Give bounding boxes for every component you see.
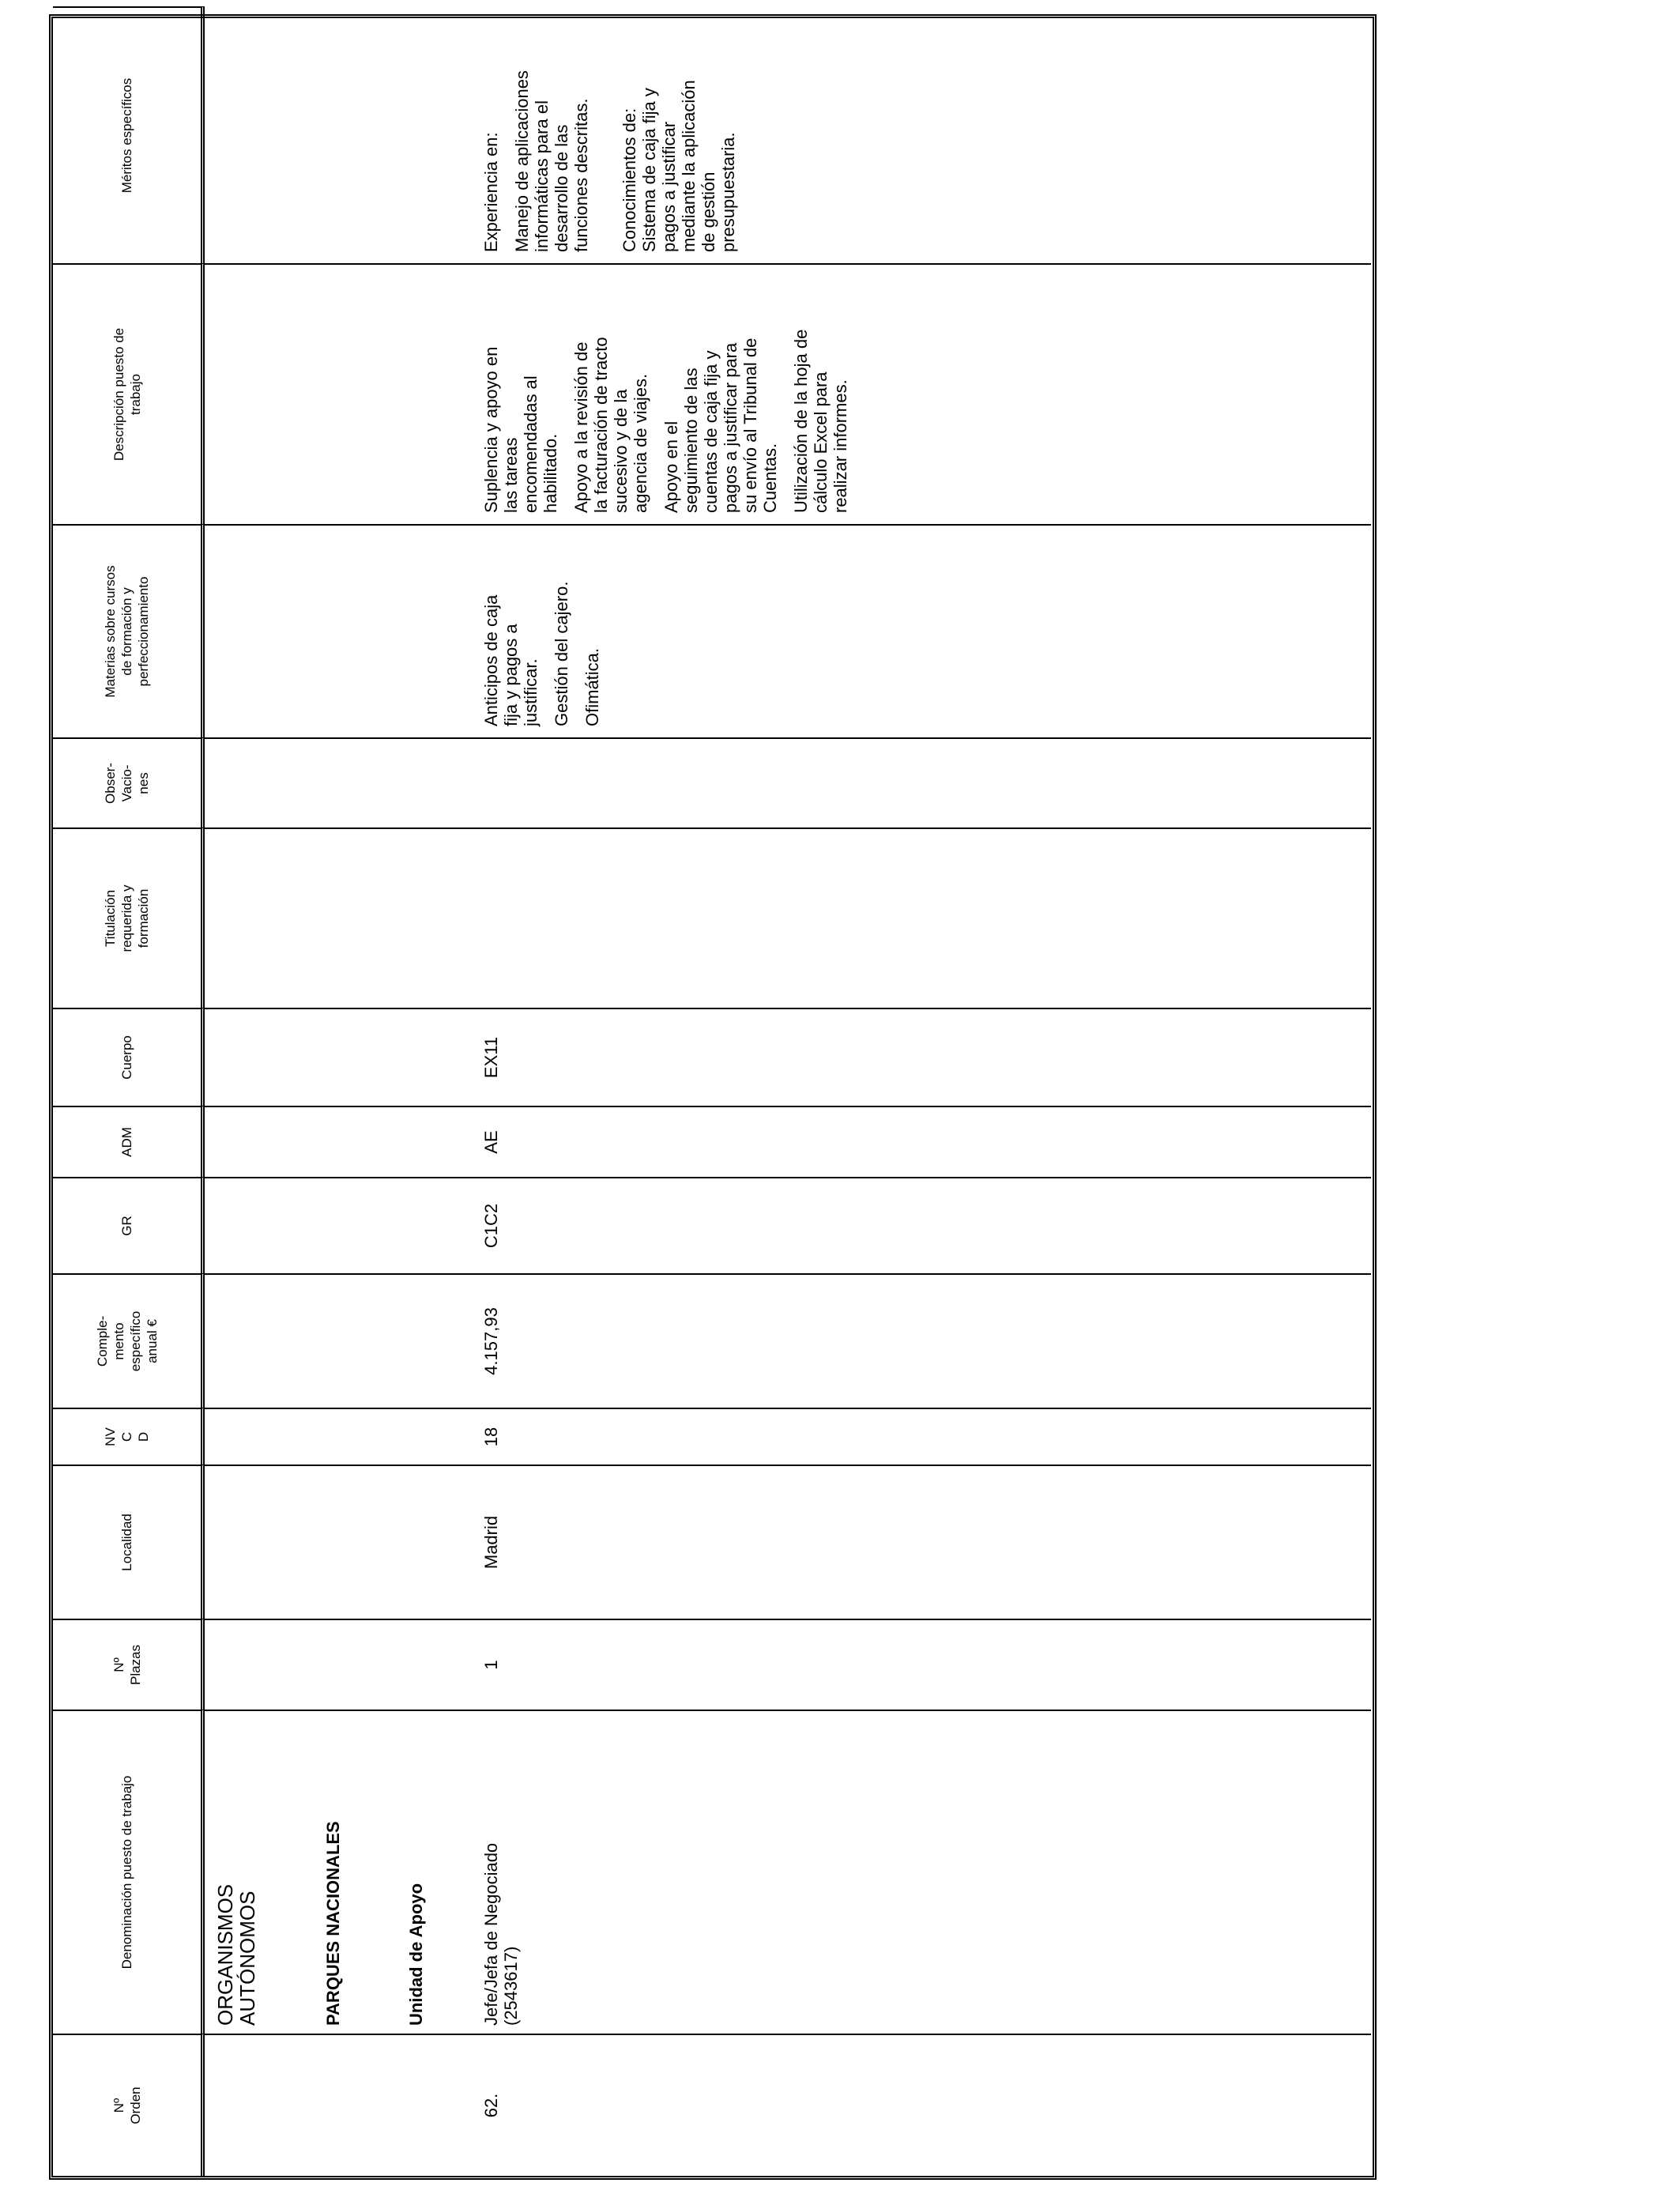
cell-materias bbox=[205, 524, 1371, 737]
descripcion-item: Utilización de la hoja de cálculo Excel para realizar informes. bbox=[791, 329, 850, 513]
materia-item: Gestión del cajero. bbox=[552, 581, 571, 726]
merito-item: Experiencia en: bbox=[481, 132, 501, 252]
header-cuerpo: Cuerpo bbox=[53, 1008, 205, 1106]
header-observaciones: Obser- Vacio- nes bbox=[53, 737, 205, 827]
header-orden: Nº Orden bbox=[53, 2034, 205, 2176]
header-materias: Materias sobre cursos de formación y perfeccionamiento bbox=[53, 524, 205, 737]
cell-plazas bbox=[205, 1619, 1371, 1710]
row-nivel: 18 bbox=[481, 1427, 501, 1447]
header-plazas: Nº Plazas bbox=[53, 1619, 205, 1710]
header-nivel: NV C D bbox=[53, 1408, 205, 1465]
row-denominacion: Jefe/Jefa de Negociado (2543617) bbox=[481, 1842, 521, 2026]
row-plazas: 1 bbox=[481, 1660, 501, 1670]
section-unidad: Unidad de Apoyo bbox=[406, 1883, 426, 2026]
cell-descripcion bbox=[205, 263, 1371, 524]
header-adm: ADM bbox=[53, 1106, 205, 1177]
row-localidad: Madrid bbox=[481, 1515, 501, 1570]
rpt-table bbox=[49, 14, 1377, 2180]
row-cuerpo: EX11 bbox=[481, 1036, 501, 1079]
descripcion-item: Suplencia y apoyo en las tareas encomendadas al habilitado. bbox=[481, 346, 560, 513]
header-descripcion: Descripción puesto de trabajo bbox=[53, 263, 205, 524]
header-denominacion: Denominación puesto de trabajo bbox=[53, 1710, 205, 2034]
header-localidad: Localidad bbox=[53, 1465, 205, 1619]
row-adm: AE bbox=[481, 1130, 501, 1154]
header-grupo: GR bbox=[53, 1177, 205, 1273]
header-complemento: Comple- mento específico anual € bbox=[53, 1273, 205, 1408]
header-titulacion: Titulación requerida y formación bbox=[53, 827, 205, 1008]
cell-complemento bbox=[205, 1273, 1371, 1408]
cell-meritos bbox=[205, 6, 1371, 263]
materia-item: Anticipos de caja fija y pagos a justificar. bbox=[481, 594, 541, 726]
descripcion-item: Apoyo a la revisión de la facturación de tracto sucesivo y de la agencia de viajes. bbox=[571, 337, 650, 513]
cell-adm bbox=[205, 1106, 1371, 1177]
row-orden: 62. bbox=[481, 2093, 501, 2118]
section-parques: PARQUES NACIONALES bbox=[323, 1821, 343, 2026]
cell-denominacion bbox=[205, 1710, 1371, 2034]
merito-item: Conocimientos de: Sistema de caja fija y pagos a justificar mediante la aplicación de gestión presupuestaria. bbox=[620, 80, 738, 252]
header-meritos: Méritos específicos bbox=[53, 6, 205, 263]
materia-item: Ofimática. bbox=[582, 647, 602, 726]
row-grupo: C1C2 bbox=[481, 1203, 501, 1249]
cell-localidad bbox=[205, 1465, 1371, 1619]
merito-item: Manejo de aplicaciones informáticas para el desarrollo de las funciones descritas. bbox=[512, 70, 591, 252]
descripcion-item: Apoyo en el seguimiento de las cuentas de caja fija y pagos a justificar para su envío al Tribunal de Cuentas. bbox=[661, 337, 780, 513]
section-organismo: ORGANISMOS AUTÓNOMOS bbox=[213, 1883, 259, 2026]
cell-orden bbox=[205, 2034, 1371, 2176]
cell-grupo bbox=[205, 1177, 1371, 1273]
cell-titulacion bbox=[205, 827, 1371, 1008]
cell-nivel bbox=[205, 1408, 1371, 1465]
cell-cuerpo bbox=[205, 1008, 1371, 1106]
row-complemento: 4.157,93 bbox=[481, 1307, 501, 1375]
cell-observaciones bbox=[205, 737, 1371, 827]
